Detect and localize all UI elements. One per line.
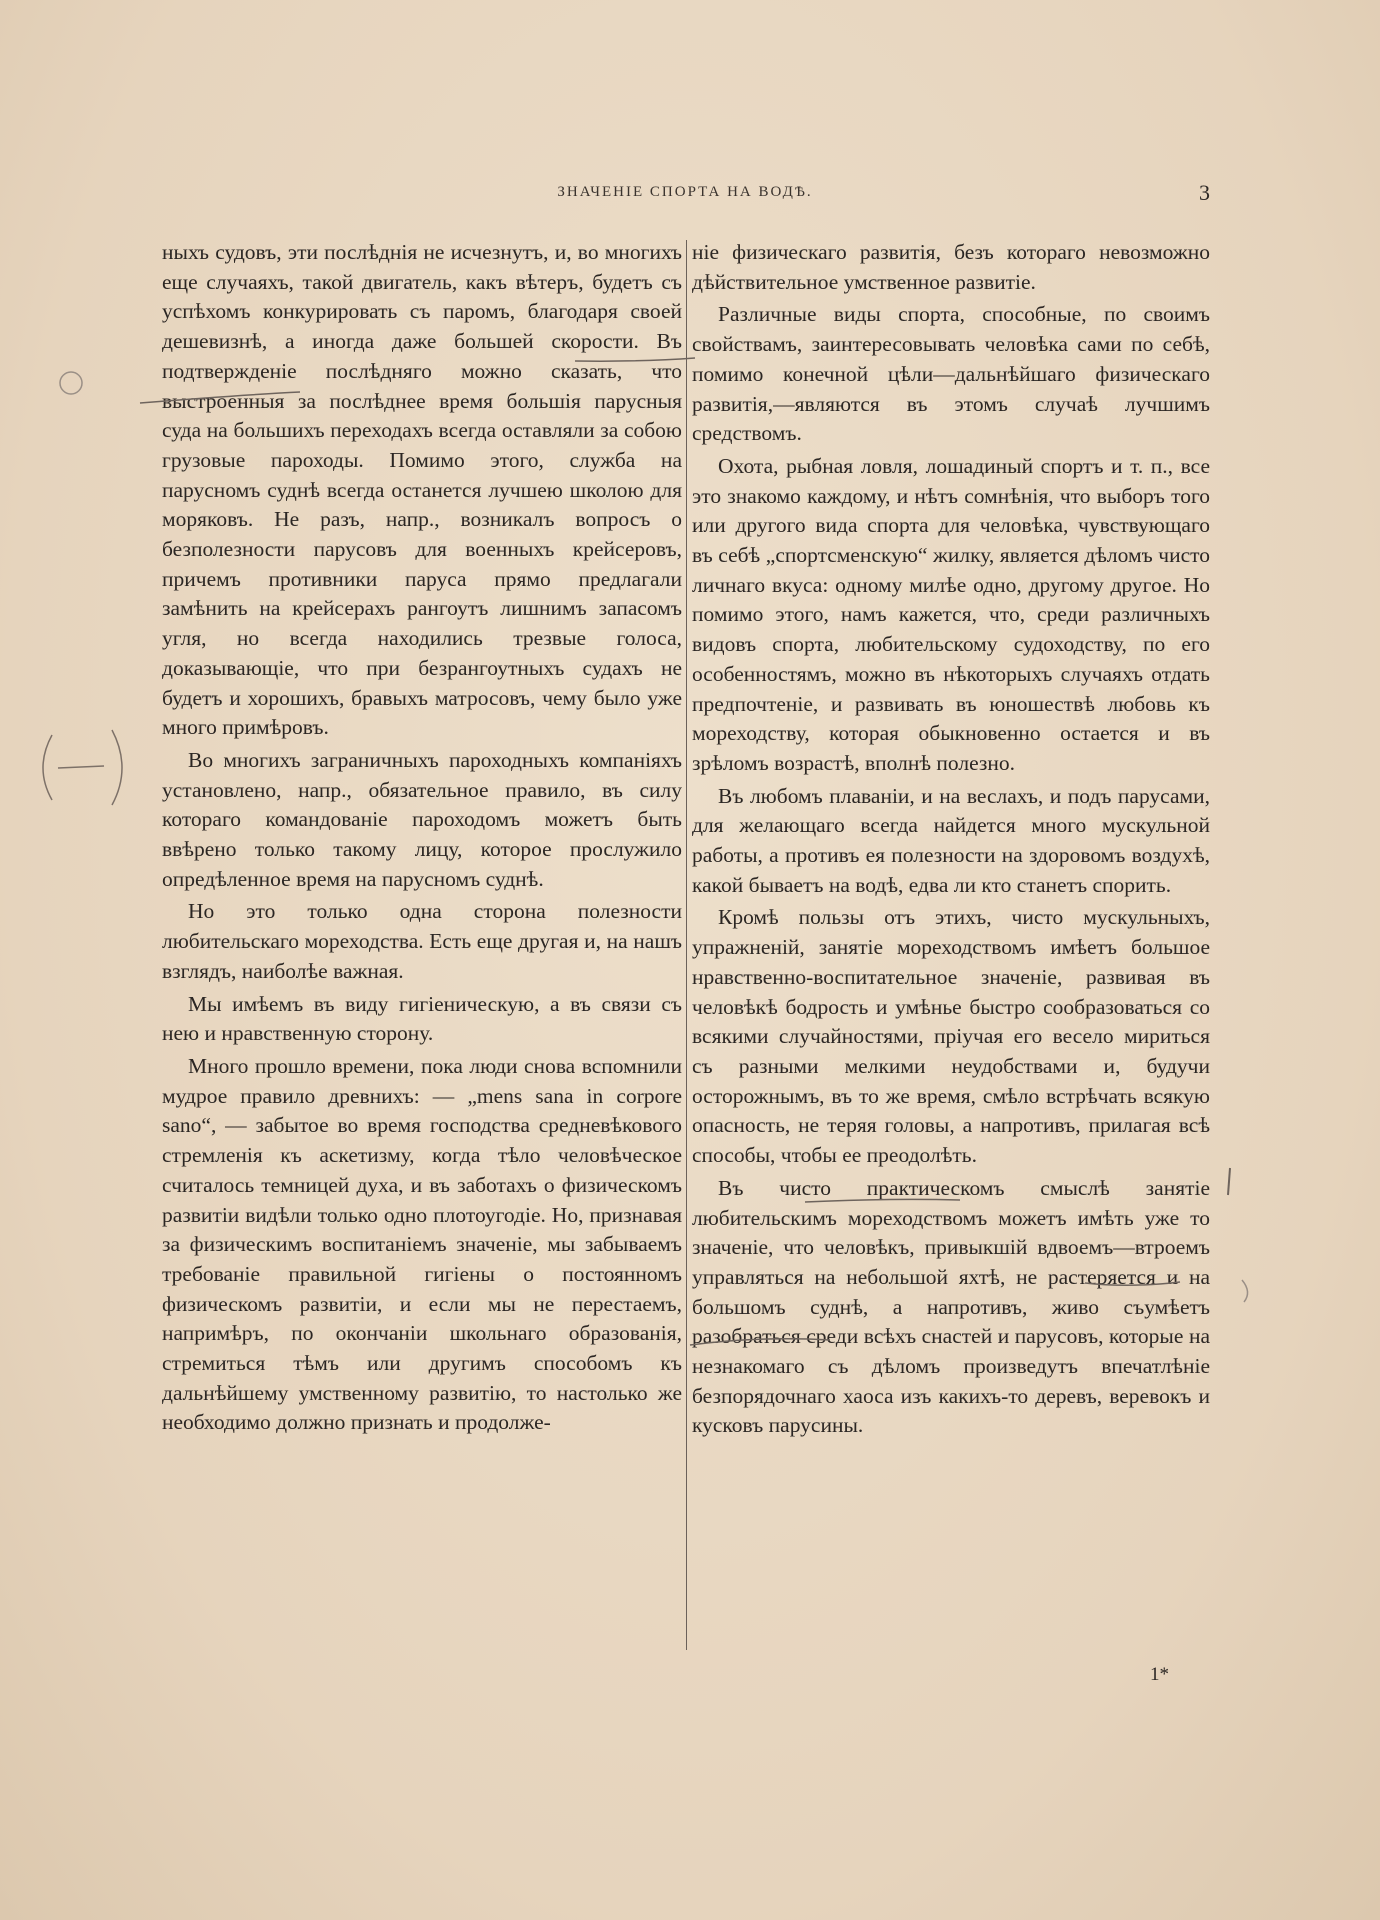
page-header bbox=[160, 180, 1210, 214]
left-paragraph-3: Но это только одна сторона полезности любительскаго мореходства. Есть еще другая и, на нашъ взглядъ, наиболѣе важная. bbox=[162, 899, 682, 983]
left-paragraph-2: Во многихъ заграничныхъ пароходныхъ компаніяхъ установлено, напр., обязательное правило, въ силу котораго командованіе пароходомъ можетъ быть ввѣрено только такому лицу, которое прослужило опредѣленное время на парусномъ суднѣ. bbox=[162, 747, 682, 891]
margin-circle-mark bbox=[60, 372, 82, 394]
right-paragraph-2: Различные виды спорта, способные, по своимъ свойствамъ, заинтересовывать человѣка сами по себѣ, помимо конечной цѣли—дальнѣйшаго физическаго развитія,—являются въ этомъ случаѣ лучшимъ средствомъ. bbox=[692, 302, 1210, 446]
margin-tick-mark bbox=[1242, 1280, 1248, 1302]
left-paragraph-5: Много прошло времени, пока люди снова вспомнили мудрое правило древнихъ: — „mens sana in corpore sano“, — забытое во время господства средневѣкового стремленія къ аскетизму, когда тѣло человѣческое считалось темницей духа, и въ заботахъ о физическомъ развитіи видѣли только одно плотоугодіе. Но, признавая за физическимъ воспитаніемъ значеніе, мы забываемъ требованіе правильной гигіены о постоянномъ физическомъ развитіи, и если мы не перестаемъ, напримѣръ, по окончаніи школьнаго образованія, стремиться тѣмъ или другимъ способомъ къ дальнѣйшему умственному развитію, то настолько же необходимо должно признать и продолже- bbox=[162, 1053, 682, 1435]
right-paragraph-5: Кромѣ пользы отъ этихъ, чисто мускульныхъ, упражненій, занятіе мореходствомъ имѣетъ большое нравственно-воспитательное значеніе, развивая въ человѣкѣ бодрость и умѣнье быстро сообразоваться со всякими случайностями, пріучая его весело мириться съ разными мелкими неудобствами и, будучи осторожнымъ, въ то же время, смѣло встрѣчать всякую опасность, не теряя головы, а напротивъ, прилагая всѣ способы, чтобы ее преодолѣть. bbox=[692, 905, 1210, 1168]
left-paragraph-4: Мы имѣемъ въ виду гигіеническую, а въ связи съ нею и нравственную сторону. bbox=[162, 991, 682, 1046]
right-paragraph-1: ніе физическаго развитія, безъ котораго невозможно дѣйствительное умственное развитіе. bbox=[692, 240, 1210, 294]
signature-mark: 1* bbox=[1150, 1664, 1169, 1685]
right-paragraph-6: Въ чисто практическомъ смыслѣ занятіе любительскимъ мореходствомъ можетъ имѣть уже то значеніе, что человѣкъ, привыкшій вдвоемъ—втроемъ управляться на небольшой яхтѣ, не растеряется и на большомъ суднѣ, а напротивъ, живо съумѣетъ разобраться среди всѣхъ снастей и парусовъ, которые на незнакомаго съ дѣломъ произведутъ впечатлѣніе безпорядочнаго хаоса изъ какихъ-то деревъ, веревокъ и кусковъ парусины. bbox=[692, 1175, 1210, 1438]
margin-bracket-mark bbox=[112, 730, 122, 805]
right-column bbox=[692, 238, 1210, 1441]
left-paragraph-1: ныхъ судовъ, эти послѣднія не исчезнутъ, и, во многихъ еще случаяхъ, такой двигатель, какъ вѣтеръ, будетъ съ успѣхомъ конкурировать съ паромъ, благодаря своей дешевизнѣ, а иногда даже большей скорости. Въ подтвержденіе послѣдняго можно сказать, что выстроенныя за послѣднее время большія парусныя суда на большихъ переходахъ всегда оставляли за собою грузовые пароходы. Помимо этого, служба на парусномъ суднѣ всегда останется лучшею школою для моряковъ. Не разъ, напр., возникалъ вопросъ о безполезности парусовъ для военныхъ крейсеровъ, причемъ противники паруса прямо предлагали замѣнить на крейсерахъ рангоутъ лишнимъ запасомъ угля, но всегда находились трезвые голоса, доказывающіе, что при безрангоутныхъ судахъ не будетъ и хорошихъ, бравыхъ матросовъ, чему было уже много примѣровъ. bbox=[162, 240, 682, 740]
margin-bracket-mark bbox=[43, 735, 52, 800]
page-number: 3 bbox=[1199, 180, 1210, 205]
left-column bbox=[162, 238, 682, 1438]
margin-tick-mark bbox=[1228, 1168, 1230, 1195]
running-head: ЗНАЧЕНІЕ СПОРТА НА ВОДѢ. bbox=[557, 184, 813, 200]
right-paragraph-3: Охота, рыбная ловля, лошадиный спортъ и т. п., все это знакомо каждому, и нѣтъ сомнѣнія, что выборъ того или другого вида спорта для человѣка, чувствующаго въ себѣ „спортсменскую“ жилку, является дѣломъ чисто личнаго вкуса: одному милѣе одно, другому другое. Но помимо этого, намъ кажется, что, среди различныхъ видовъ спорта, любительскому судоходству, по его особенностямъ, можно въ нѣкоторыхъ случаяхъ отдать предпочтеніе, и развивать въ юношествѣ любовь къ мореходству, которая обыкновенно остается и въ зрѣломъ возрастѣ, вполнѣ полезно. bbox=[692, 453, 1210, 775]
column-divider bbox=[686, 240, 687, 1650]
right-paragraph-4: Въ любомъ плаваніи, и на веслахъ, и подъ парусами, для желающаго всегда найдется много мускульной работы, а противъ ея полезности на здоровомъ воздухѣ, какой бываетъ на водѣ, едва ли кто станетъ спорить. bbox=[692, 783, 1210, 897]
margin-dash-mark bbox=[58, 766, 104, 768]
